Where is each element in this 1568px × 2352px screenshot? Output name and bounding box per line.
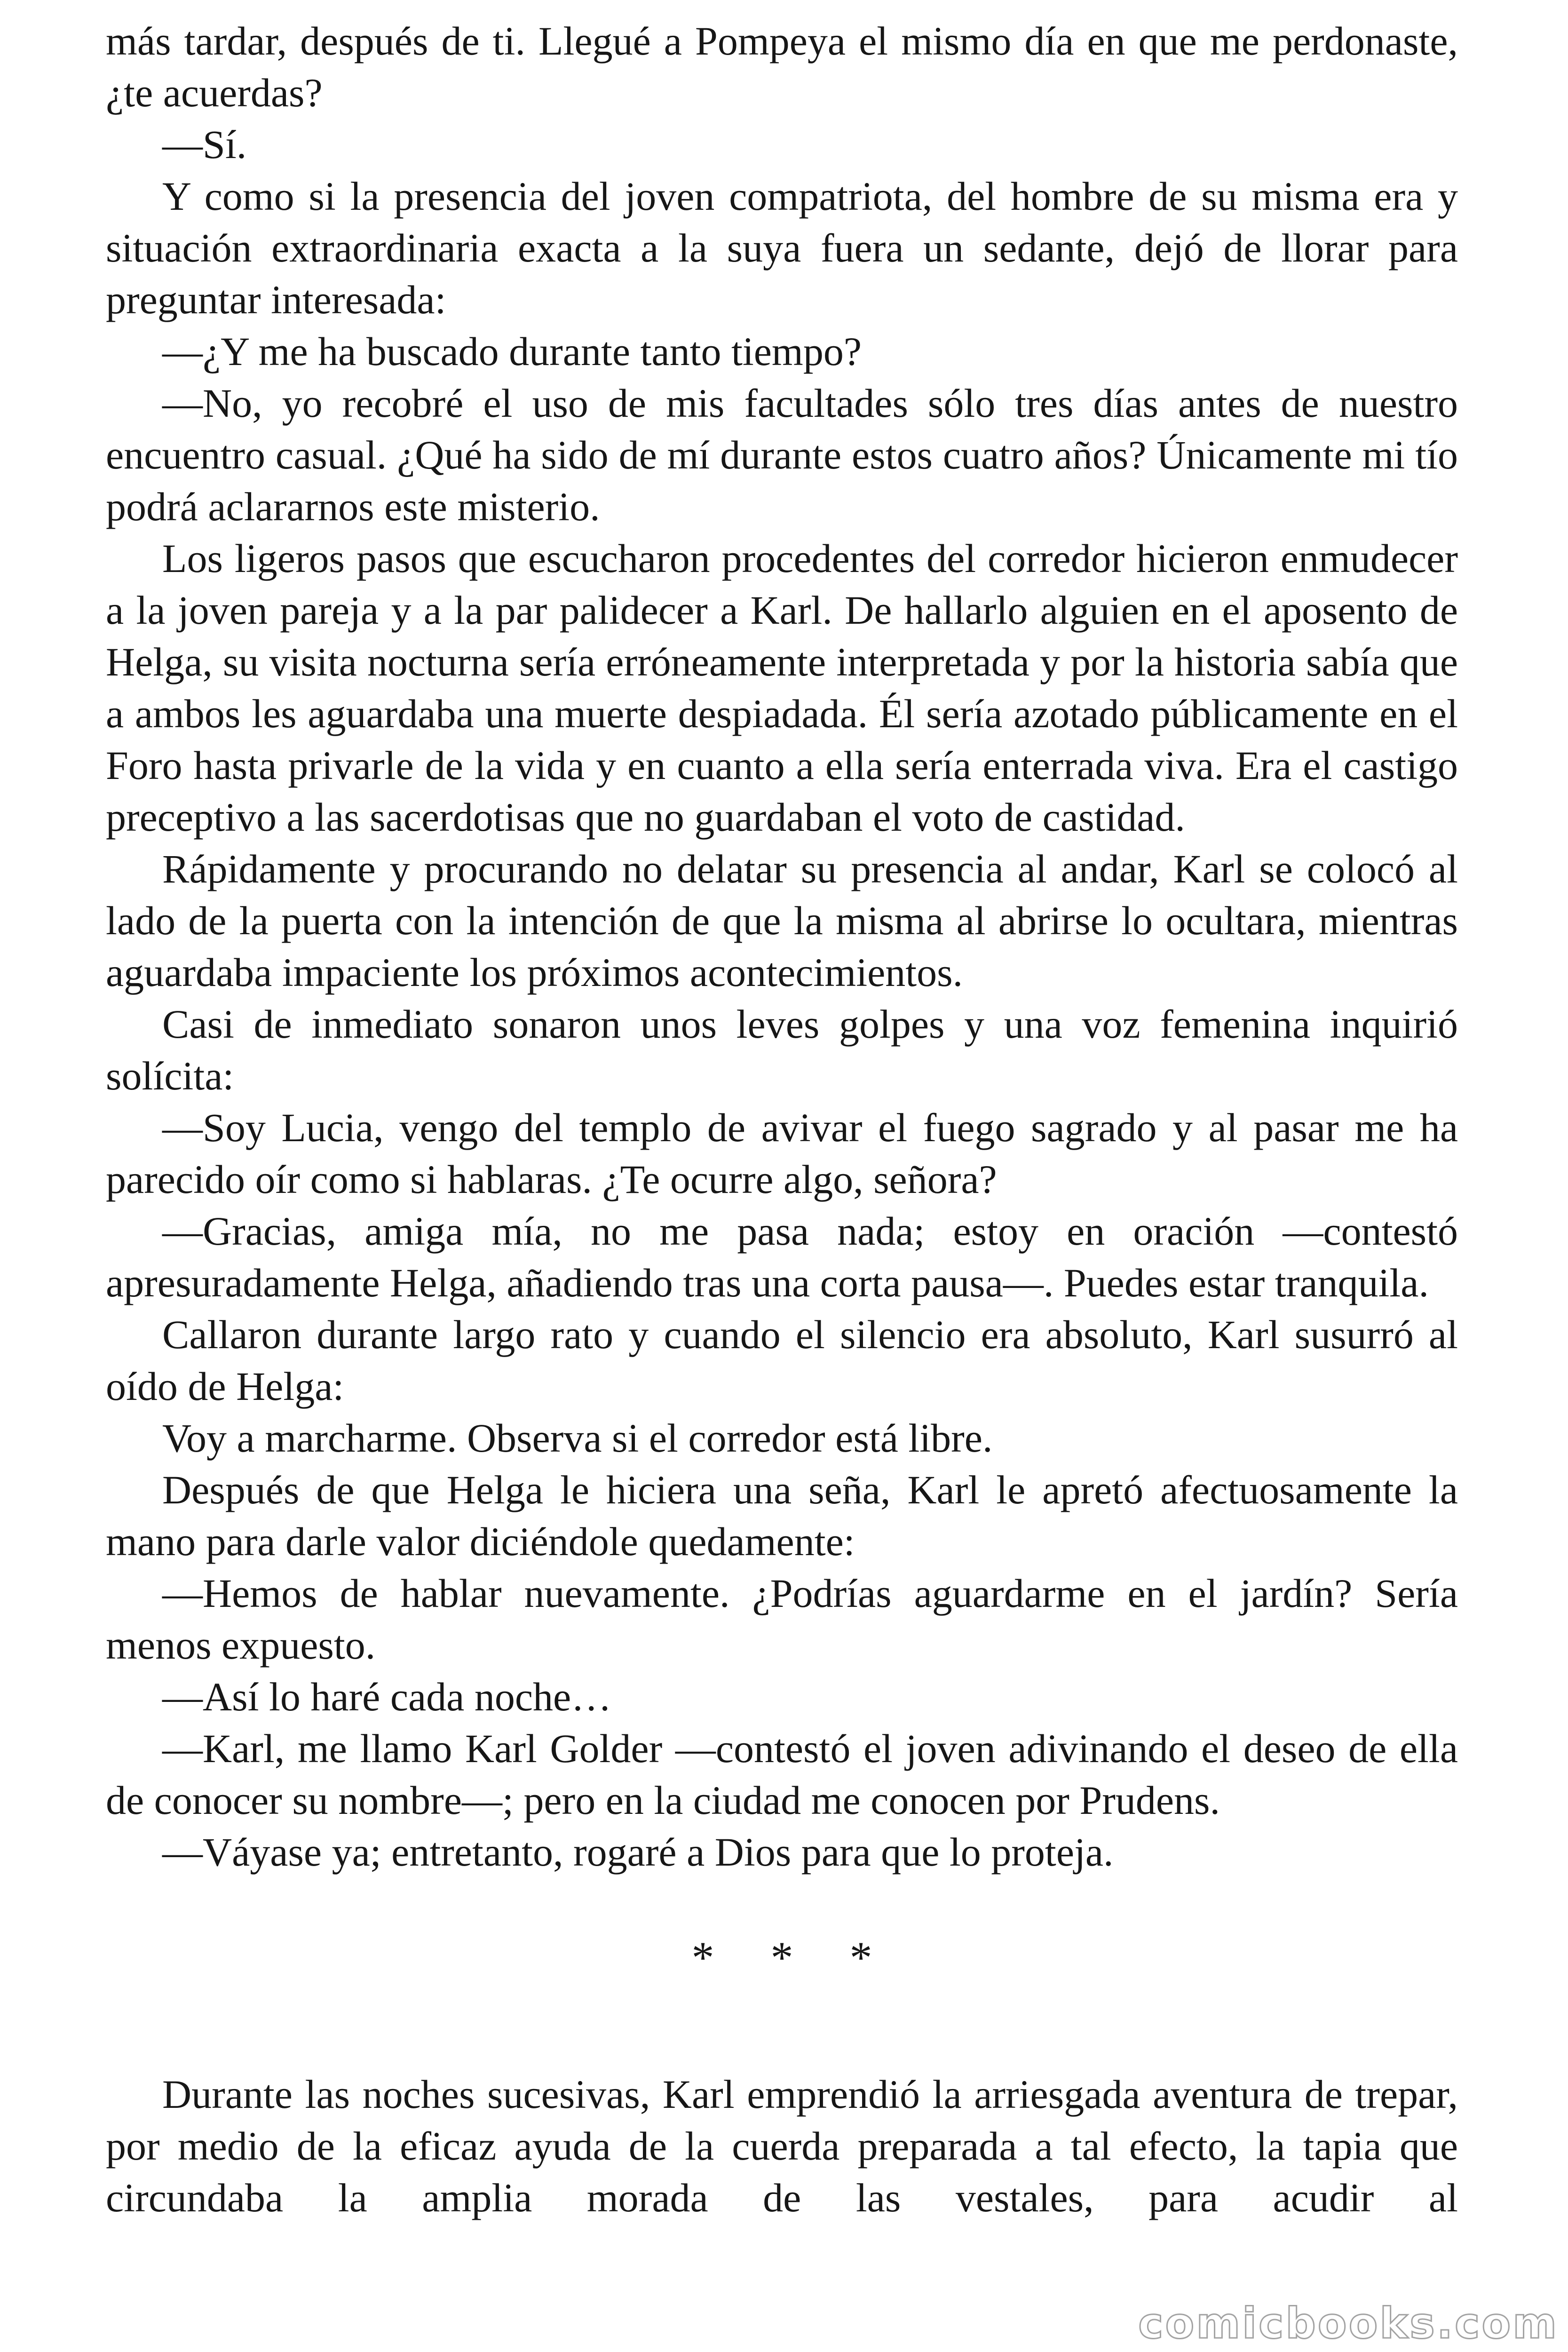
paragraph: Voy a marcharme. Observa si el corredor está libre. bbox=[162, 1415, 993, 1461]
book-page bbox=[106, 15, 1458, 2224]
paragraph: Callaron durante largo rato y cuando el silencio era absoluto, Karl susurró al oído de Helga: bbox=[106, 1312, 1458, 1409]
paragraph: —No, yo recobré el uso de mis facultades sólo tres días antes de nuestro encuentro casual. ¿Qué ha sido de mí durante estos cuatro años? Únicamente mi tío podrá aclararnos este misterio. bbox=[106, 381, 1458, 529]
watermark: comicbooks.com bbox=[1138, 2299, 1559, 2348]
section-separator: * * * bbox=[691, 1932, 895, 1983]
paragraph: —Hemos de hablar nuevamente. ¿Podrías aguardarme en el jardín? Sería menos expuesto. bbox=[106, 1571, 1458, 1668]
paragraph: Rápidamente y procurando no delatar su presencia al andar, Karl se colocó al lado de la puerta con la intención de que la misma al abrirse lo ocultara, mientras aguardaba impaciente los próximos acontecimientos. bbox=[106, 846, 1458, 995]
paragraph: —Váyase ya; entretanto, rogaré a Dios para que lo proteja. bbox=[162, 1829, 1114, 1875]
paragraph: más tardar, después de ti. Llegué a Pompeya el mismo día en que me perdonaste, ¿te acuerdas? bbox=[106, 18, 1458, 115]
paragraph: —Sí. bbox=[162, 122, 247, 167]
paragraph: Después de que Helga le hiciera una seña, Karl le apretó afectuosamente la mano para darle valor diciéndole quedamente: bbox=[106, 1467, 1458, 1564]
paragraph: —Soy Lucia, vengo del templo de avivar el fuego sagrado y al pasar me ha parecido oír como si hablaras. ¿Te ocurre algo, señora? bbox=[106, 1105, 1458, 1202]
paragraph: —Gracias, amiga mía, no me pasa nada; estoy en oración —contestó apresuradamente Helga, añadiendo tras una corta pausa—. Puedes estar tranquila. bbox=[106, 1208, 1458, 1305]
paragraph: Los ligeros pasos que escucharon procedentes del corredor hicieron enmudecer a la joven pareja y a la par palidecer a Karl. De hallarlo alguien en el aposento de Helga, su visita nocturna sería erróneamente interpretada y por la historia sabía que a ambos les aguardaba una muerte despiadada. Él sería azotado públicamente en el Foro hasta privarle de la vida y en cuanto a ella sería enterrada viva. Era el castigo preceptivo a las sacerdotisas que no guardaban el voto de castidad. bbox=[106, 536, 1458, 840]
paragraph: Y como si la presencia del joven compatriota, del hombre de su misma era y situación extraordinaria exacta a la suya fuera un sedante, dejó de llorar para preguntar interesada: bbox=[106, 174, 1458, 322]
paragraph: —Karl, me llamo Karl Golder —contestó el joven adivinando el deseo de ella de conocer su nombre—; pero en la ciudad me conocen por Prudens. bbox=[106, 1726, 1458, 1823]
paragraph: —Así lo haré cada noche… bbox=[162, 1674, 612, 1719]
paragraph: Durante las noches sucesivas, Karl emprendió la arriesgada aventura de trepar, por medio de la eficaz ayuda de la cuerda preparada a tal efecto, la tapia que circundaba la amplia morada de las vestales, para acudir al bbox=[106, 2072, 1458, 2220]
paragraph: Casi de inmediato sonaron unos leves golpes y una voz femenina inquirió solícita: bbox=[106, 1001, 1458, 1098]
paragraph: —¿Y me ha buscado durante tanto tiempo? bbox=[162, 329, 862, 374]
